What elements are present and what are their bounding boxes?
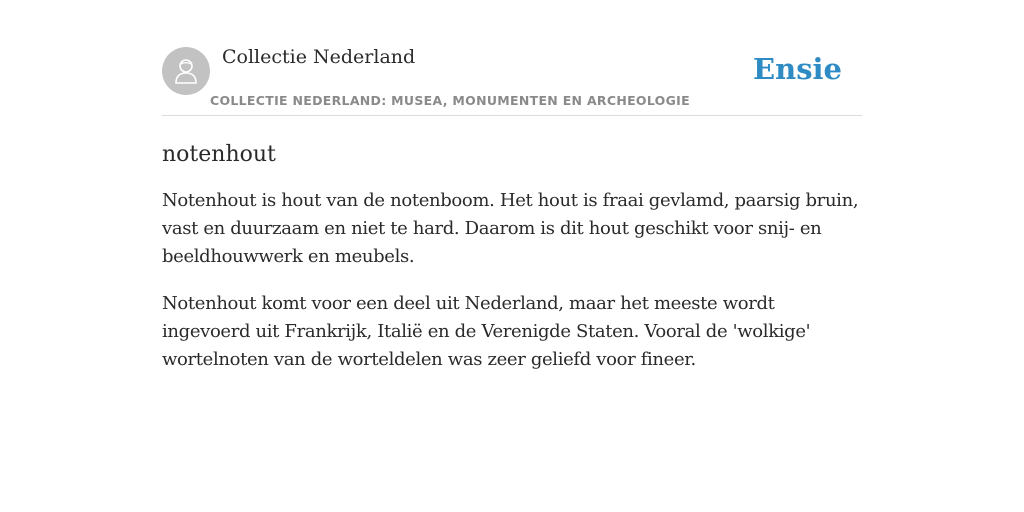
- user-silhouette-icon: [171, 56, 201, 86]
- entry-title: notenhout: [162, 142, 276, 167]
- entry-header: [162, 40, 862, 116]
- entry-paragraph: Notenhout is hout van de notenboom. Het hout is fraai gevlamd, paarsig bruin, vast en duurzaam en niet te hard. Daarom is dit hout geschikt voor snij- en beeldhouwwerk en meubels.: [162, 190, 859, 267]
- entry-card: [162, 40, 862, 374]
- author-avatar[interactable]: [162, 47, 210, 95]
- author-name[interactable]: Collectie Nederland: [222, 46, 416, 68]
- entry-paragraph: Notenhout komt voor een deel uit Nederland, maar het meeste wordt ingevoerd uit Frankrijk, Italië en de Verenigde Staten. Vooral de 'wolkige' wortelnoten van de worteldelen was zeer geliefd voor fineer.: [162, 293, 811, 370]
- source-subtitle[interactable]: COLLECTIE NEDERLAND: MUSEA, MONUMENTEN EN ARCHEOLOGIE: [210, 93, 690, 108]
- brand-logo[interactable]: Ensie: [753, 52, 842, 86]
